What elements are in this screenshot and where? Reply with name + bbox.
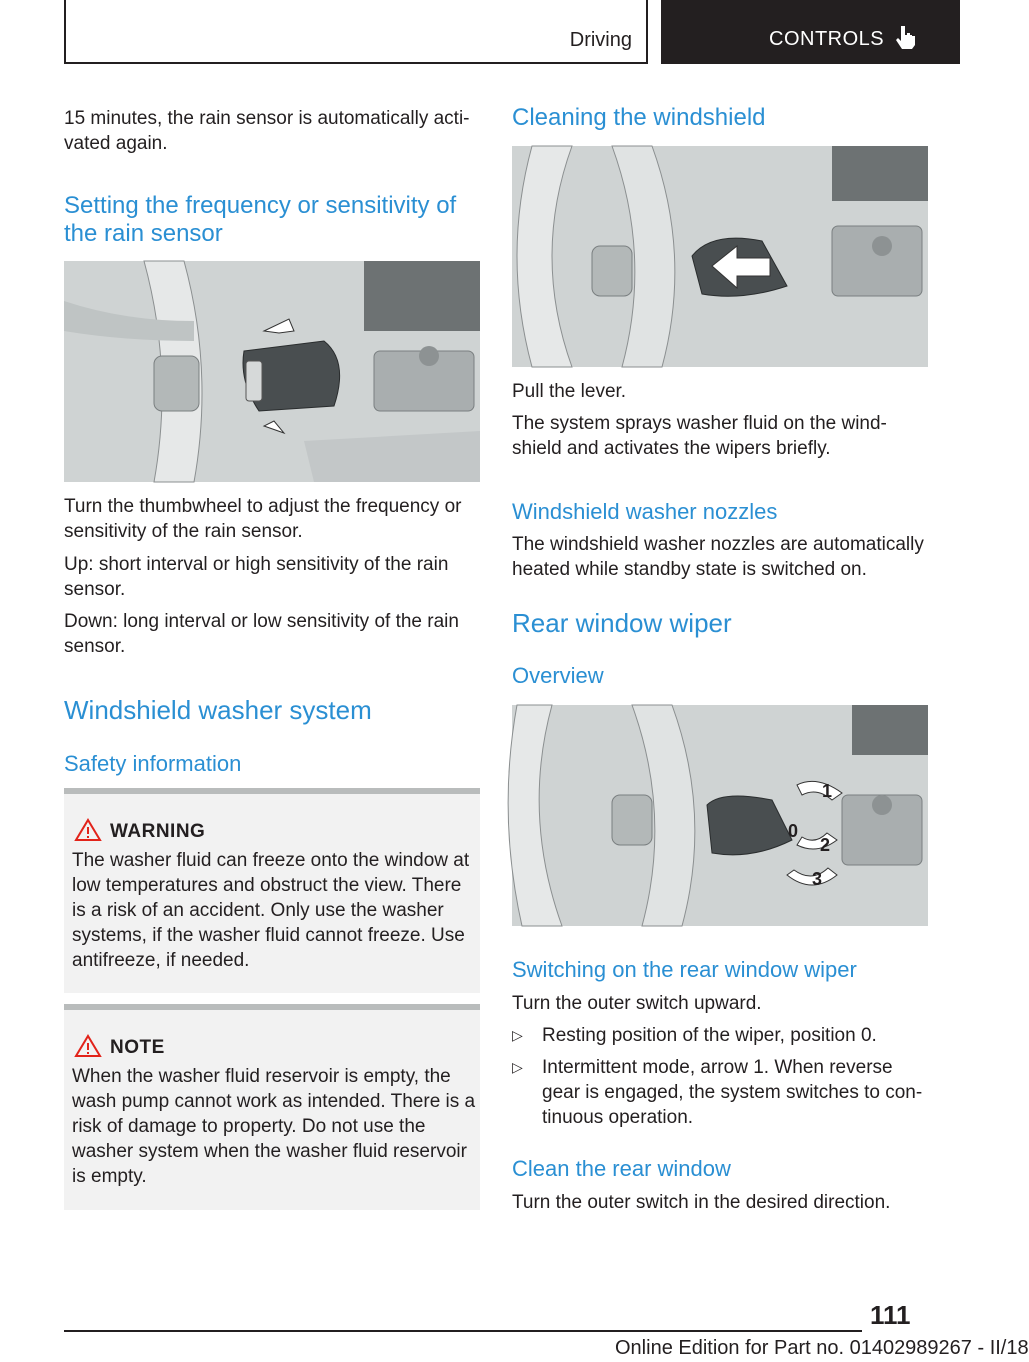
paragraph-nozzles: The windshield washer nozzles are automatically heated while standby state is switched on.	[512, 534, 924, 580]
paragraph-turn-outer-switch: Turn the outer switch upward.	[512, 993, 762, 1014]
overview-label-1: 1	[822, 781, 833, 801]
heading-clean-rear-window: Clean the rear window	[512, 1156, 731, 1181]
warning-box	[64, 788, 480, 993]
heading-washer-system: Windshield washer system	[64, 695, 372, 725]
figure-rear-wiper-overview	[512, 705, 928, 926]
warning-triangle-icon	[74, 818, 102, 847]
bullet-text: Resting position of the wiper, position 0.	[542, 1025, 877, 1046]
heading-overview: Overview	[512, 663, 604, 688]
footer-divider	[64, 1330, 862, 1332]
pointing-hand-icon	[895, 24, 917, 55]
overview-label-2: 2	[820, 835, 831, 855]
paragraph-sprays: The system sprays washer fluid on the wind‐ shield and activates the wipers briefly.	[512, 413, 887, 459]
note-text: When the washer fluid reservoir is empty, the wash pump cannot work as intended. There is a risk of damage to property. Do not use the washer system when the washer fluid reservoir is empty.	[72, 1066, 476, 1187]
heading-safety-info: Safety information	[64, 751, 242, 776]
warning-title: WARNING	[110, 821, 206, 842]
heading-frequency: Setting the frequency or sensitivity of the rain sensor	[64, 192, 457, 247]
paragraph-up: Up: short interval or high sensitivity of the rain sensor.	[64, 554, 449, 600]
page-number: 111	[870, 1300, 911, 1330]
header-section-box	[64, 0, 648, 64]
bullet-triangle-icon: ▷	[512, 1059, 523, 1075]
heading-washer-nozzles: Windshield washer nozzles	[512, 499, 778, 524]
overview-label-0: 0	[788, 821, 799, 841]
paragraph-turn-thumbwheel: Turn the thumbwheel to adjust the frequency or sensitivity of the rain sensor.	[64, 496, 462, 542]
header-section-title: Driving	[569, 29, 632, 51]
warning-text: The washer fluid can freeze onto the window at low temperatures and obstruct the view. There is a risk of an accident. Only use the washer systems, if the washer fluid cannot freeze. Use antifreeze, if needed.	[72, 850, 470, 971]
intro-paragraph: 15 minutes, the rain sensor is automatically acti‐ vated again.	[64, 108, 470, 154]
note-triangle-icon	[74, 1034, 102, 1063]
paragraph-clean-rear-window: Turn the outer switch in the desired direction.	[512, 1192, 891, 1213]
bullet-text: Intermittent mode, arrow 1. When reverse gear is engaged, the system switches to con‐ tinuous operation.	[542, 1057, 923, 1128]
header-chapter-title: CONTROLS	[769, 28, 885, 50]
heading-cleaning-windshield: Cleaning the windshield	[512, 104, 766, 131]
edition-text: Online Edition for Part no. 01402989267 - II/18	[615, 1337, 1029, 1359]
figure-thumbwheel	[64, 261, 480, 482]
heading-rear-wiper: Rear window wiper	[512, 608, 732, 638]
figure-pull-lever	[512, 146, 928, 367]
note-box	[64, 1004, 480, 1210]
paragraph-down: Down: long interval or low sensitivity of the rain sensor.	[64, 611, 459, 657]
overview-label-3: 3	[812, 869, 823, 889]
paragraph-pull-lever: Pull the lever.	[512, 381, 627, 402]
header-chapter-tab	[661, 0, 960, 64]
note-title: NOTE	[110, 1037, 165, 1058]
bullet-triangle-icon: ▷	[512, 1027, 523, 1043]
heading-switching-rear-wiper: Switching on the rear window wiper	[512, 957, 857, 982]
